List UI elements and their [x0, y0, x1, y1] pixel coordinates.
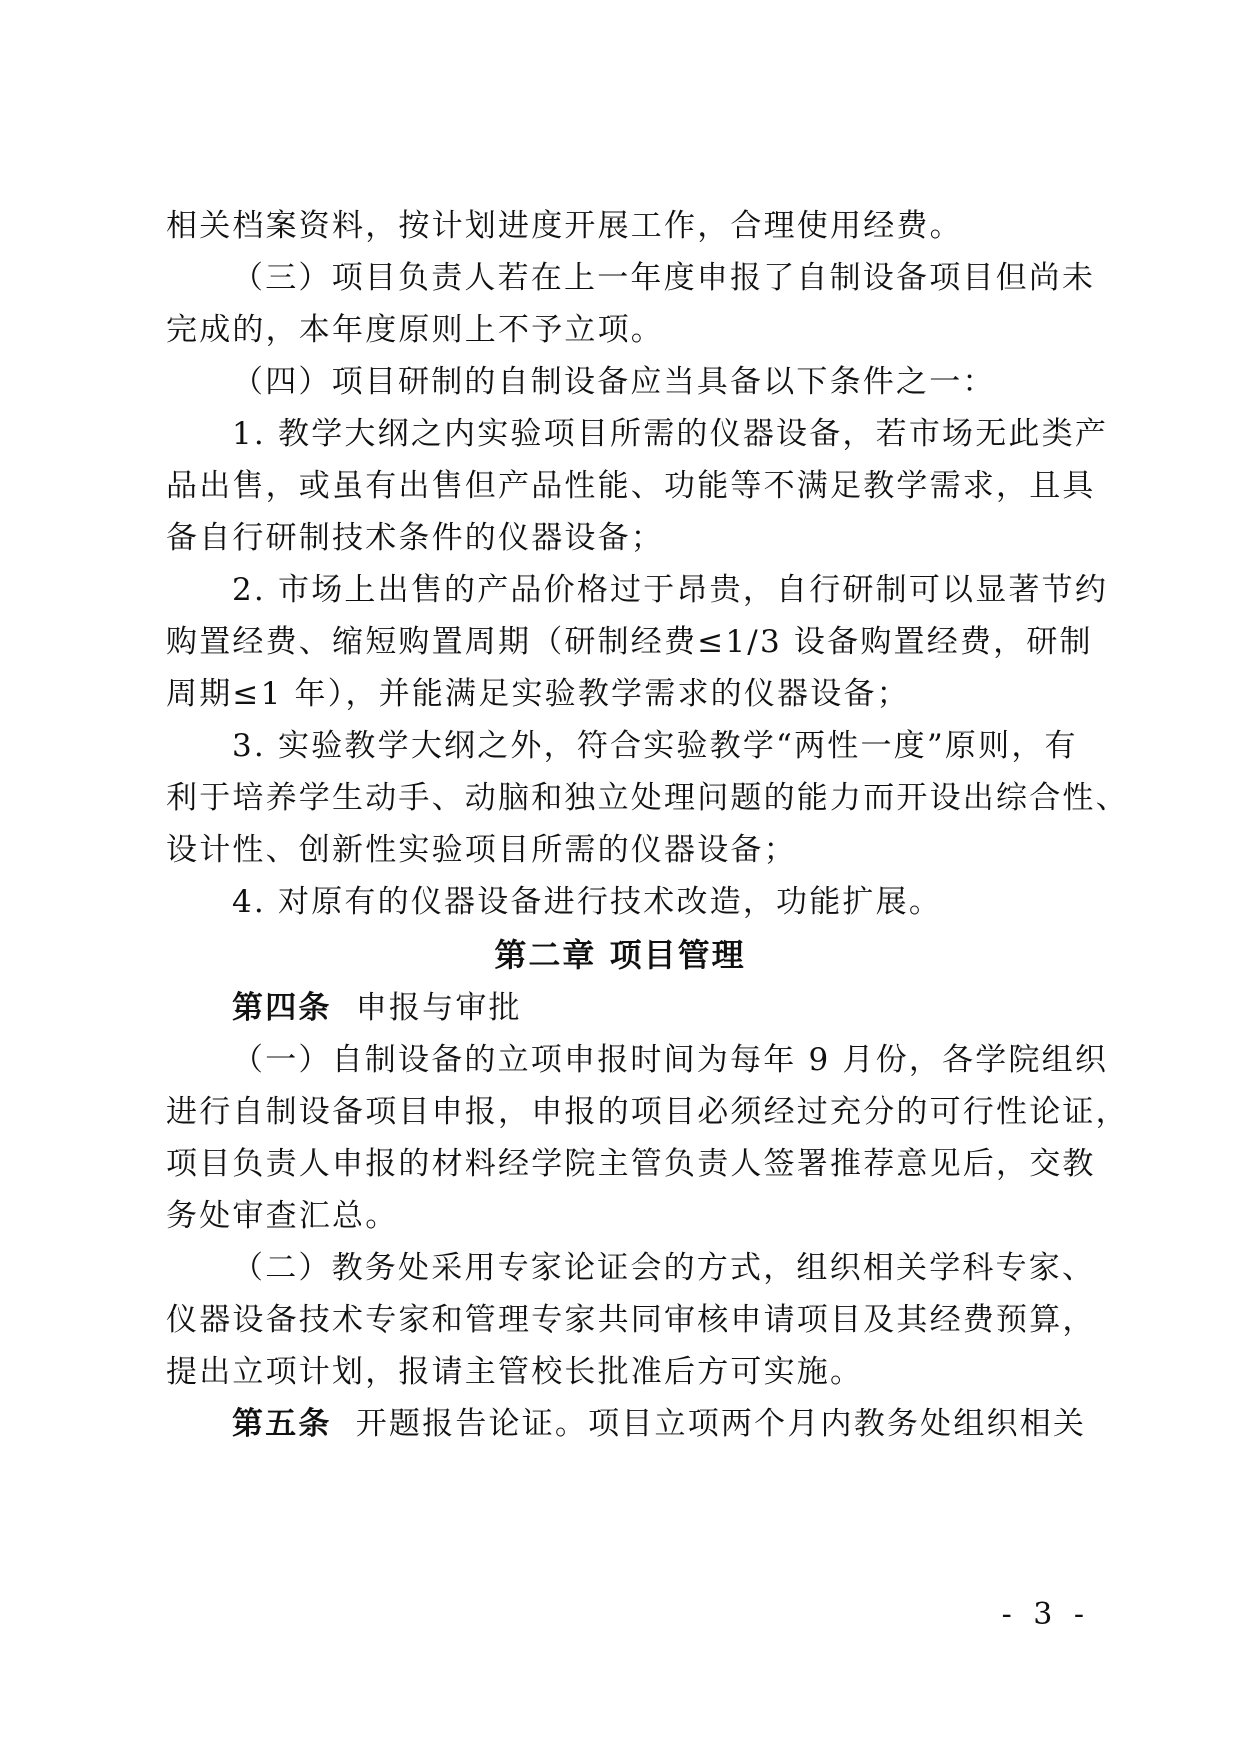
body-line: 项目负责人申报的材料经学院主管负责人签署推荐意见后，交教: [166, 1146, 1096, 1182]
article-5: [232, 1404, 1152, 1444]
body-line: 利于培养学生动手、动脑和独立处理问题的能力而开设出综合性、: [166, 780, 1129, 816]
body-line: 提出立项计划，报请主管校长批准后方可实施。: [166, 1354, 864, 1390]
body-line: 完成的，本年度原则上不予立项。: [166, 312, 664, 348]
page-number: - 3 -: [1001, 1597, 1090, 1632]
body-line: 备自行研制技术条件的仪器设备；: [166, 520, 664, 556]
list-item: 4. 对原有的仪器设备进行技术改造，功能扩展。: [232, 884, 943, 920]
article-4-label: 第四条: [232, 990, 332, 1026]
list-item: 3. 实验教学大纲之外，符合实验教学“两性一度”原则，有: [232, 728, 1078, 764]
body-line: 务处审查汇总。: [166, 1198, 399, 1234]
body-line: （四）项目研制的自制设备应当具备以下条件之一：: [232, 364, 996, 400]
body-line: 购置经费、缩短购置周期（研制经费≤1/3 设备购置经费，研制: [166, 624, 1093, 660]
body-line: （一）自制设备的立项申报时间为每年 9 月份，各学院组织: [232, 1042, 1109, 1078]
body-line: 设计性、创新性实验项目所需的仪器设备；: [166, 832, 797, 868]
article-4-text: 申报与审批: [355, 990, 522, 1026]
chapter-heading: 第二章 项目管理: [494, 936, 746, 974]
article-4: [232, 988, 1152, 1028]
body-line: （二）教务处采用专家论证会的方式，组织相关学科专家、: [232, 1250, 1096, 1286]
article-5-label: 第五条: [232, 1406, 332, 1442]
list-item: 2. 市场上出售的产品价格过于昂贵，自行研制可以显著节约: [232, 572, 1109, 608]
body-line: 仪器设备技术专家和管理专家共同审核申请项目及其经费预算，: [166, 1302, 1096, 1338]
article-5-text: 开题报告论证。项目立项两个月内教务处组织相关: [355, 1406, 1087, 1442]
body-line: （三）项目负责人若在上一年度申报了自制设备项目但尚未: [232, 260, 1096, 296]
body-line: 品出售，或虽有出售但产品性能、功能等不满足教学需求，且具: [166, 468, 1096, 504]
body-line: 周期≤1 年），并能满足实验教学需求的仪器设备；: [166, 676, 910, 712]
body-line: 进行自制设备项目申报，申报的项目必须经过充分的可行性论证，: [166, 1094, 1129, 1130]
body-line: 相关档案资料，按计划进度开展工作，合理使用经费。: [166, 208, 963, 244]
list-item: 1. 教学大纲之内实验项目所需的仪器设备，若市场无此类产: [232, 416, 1109, 452]
